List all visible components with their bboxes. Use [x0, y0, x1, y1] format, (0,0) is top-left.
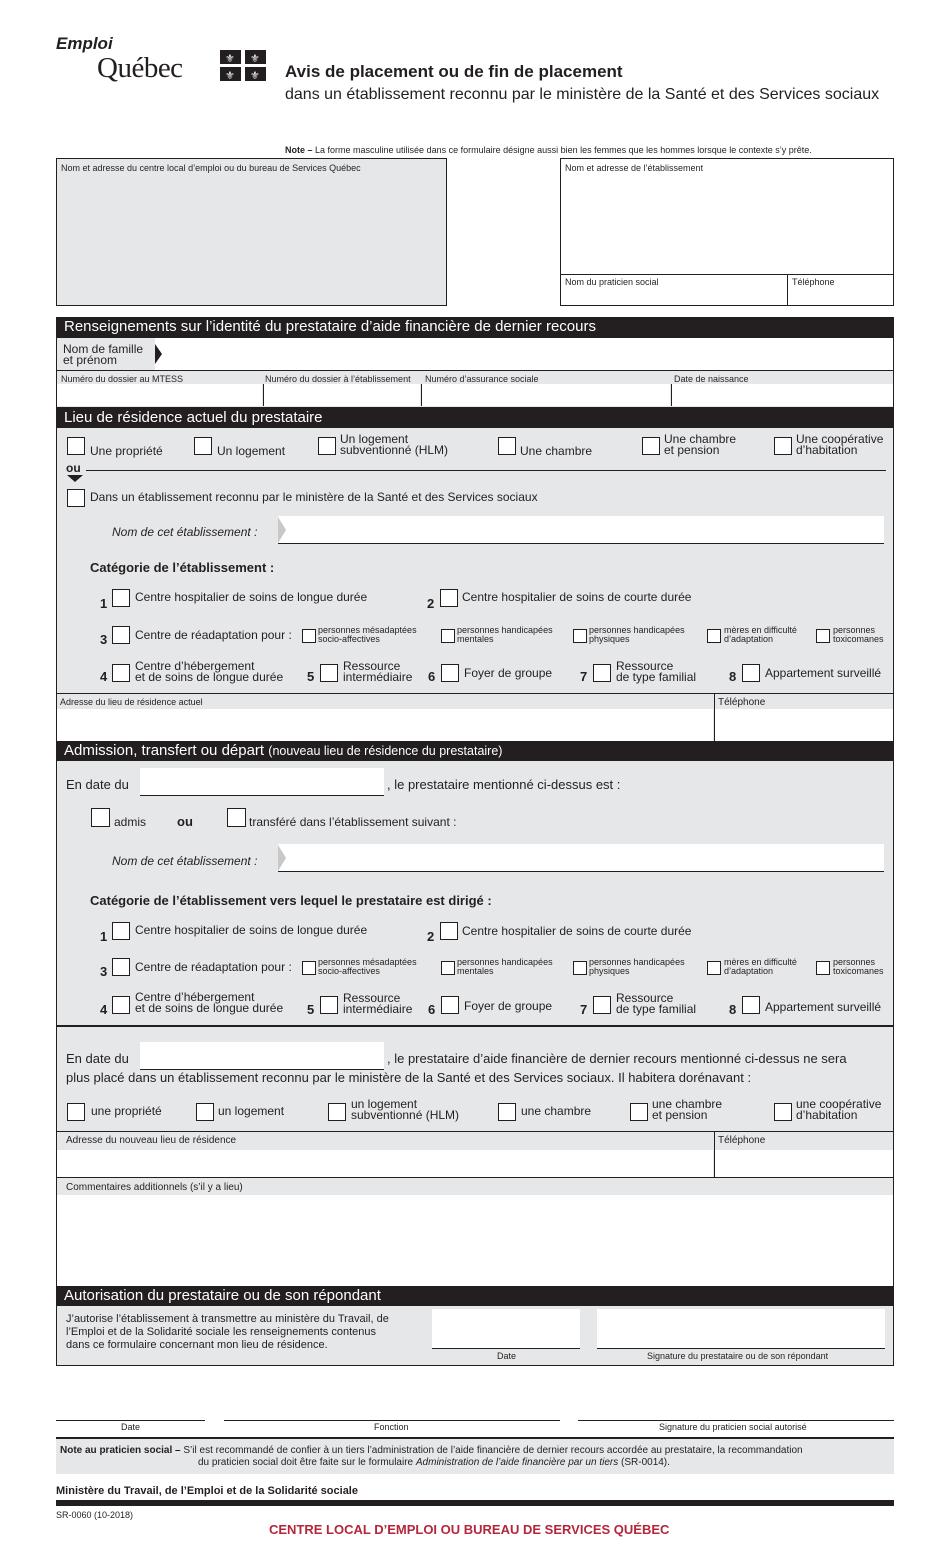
coop-2-checkbox[interactable]	[774, 1103, 792, 1121]
down-arrow-icon	[67, 475, 83, 482]
mesadaptees-checkbox[interactable]	[302, 629, 316, 643]
adresse-actuel-label: Adresse du lieu de résidence actuel	[60, 697, 203, 707]
chambre-checkbox[interactable]	[498, 437, 516, 455]
etab-phone-label: Téléphone	[792, 277, 835, 287]
propriete-2-checkbox[interactable]	[67, 1103, 85, 1121]
nom-etab-2-label: Nom de cet établissement :	[112, 854, 258, 868]
prest-est-label: , le prestataire mentionné ci-dessus est :	[387, 777, 621, 792]
nom-famille-label: Nom de famille et prénom	[63, 342, 144, 367]
nas-input[interactable]	[421, 384, 670, 406]
logo-quebec: Québec	[97, 52, 183, 84]
meres-b-checkbox[interactable]	[707, 961, 721, 975]
cat2-courte-checkbox[interactable]	[440, 589, 458, 607]
cat2b-number: 2	[427, 929, 435, 944]
cat3b-readapt-checkbox[interactable]	[112, 958, 130, 976]
cat5-number: 5	[307, 669, 315, 684]
cat8-number: 8	[729, 669, 737, 684]
praticien-label: Nom du praticien social	[565, 277, 659, 287]
autorise-text: J’autorise l’établissement à transmettre au ministère du Travail, de l’Emploi et de la Solidarité sociale les renseignements contenus dans ce formulaire concernant mon lieu de résidence.	[66, 1313, 389, 1351]
cat1-longue-label: Centre hospitalier de soins de longue durée	[135, 590, 368, 604]
nom-etab-label: Nom de cet établissement :	[112, 525, 258, 539]
cat5b-ri-label: Ressource intermédiaire	[343, 991, 413, 1016]
cat2b-courte-label: Centre hospitalier de soins de courte durée	[462, 924, 692, 938]
adresse-nouveau-phone-label: Téléphone	[718, 1135, 766, 1146]
admis-checkbox[interactable]	[91, 808, 110, 827]
commentaires-label: Commentaires additionnels (s’il y a lieu)	[66, 1182, 243, 1193]
cat2b-courte-checkbox[interactable]	[440, 922, 458, 940]
chambre-pension-2-label: une chambre et pension	[652, 1097, 723, 1122]
logement-2-checkbox[interactable]	[196, 1103, 214, 1121]
hlm-2-checkbox[interactable]	[328, 1103, 346, 1121]
depart-date-input[interactable]	[140, 1042, 384, 1070]
ne-sera-label: , le prestataire d’aide financière de dernier recours mentionné ci-dessus ne sera	[387, 1051, 847, 1066]
toxicomanes-checkbox[interactable]	[816, 629, 830, 643]
cat8-appart-checkbox[interactable]	[742, 664, 760, 682]
cat8b-appart-label: Appartement surveillé	[765, 1000, 882, 1014]
cat5b-number: 5	[307, 1002, 315, 1017]
dossier-mtess-label: Numéro du dossier au MTESS	[61, 374, 184, 384]
adresse-nouveau-phone-input[interactable]	[715, 1150, 893, 1177]
svg-text:⚜: ⚜	[250, 69, 260, 82]
cat1-number: 1	[100, 596, 108, 611]
commentaires-box[interactable]	[56, 1178, 894, 1286]
field-arrow-2-icon	[278, 845, 286, 871]
section-autorisation-header: Autorisation du prestataire ou de son répondant	[56, 1286, 894, 1306]
footer-rule	[56, 1500, 894, 1506]
cat4b-number: 4	[100, 1002, 108, 1017]
cat6-foyer-label: Foyer de groupe	[464, 666, 553, 680]
section-identity-header: Renseignements sur l’identité du prestataire d’aide financière de dernier recours	[56, 317, 894, 338]
fonction-input[interactable]	[224, 1395, 560, 1419]
cat7b-number: 7	[580, 1002, 588, 1017]
cat2-courte-label: Centre hospitalier de soins de courte durée	[462, 590, 692, 604]
cat6-foyer-checkbox[interactable]	[441, 664, 459, 682]
cat7b-rtf-label: Ressource de type familial	[616, 991, 697, 1016]
cat-vers-label: Catégorie de l’établissement vers lequel le prestataire est dirigé :	[90, 893, 492, 908]
note-praticien-box	[56, 1437, 894, 1474]
svg-text:⚜: ⚜	[225, 69, 235, 82]
dans-etab-label: Dans un établissement reconnu par le ministère de la Santé et des Services sociaux	[90, 490, 538, 504]
cat6b-foyer-checkbox[interactable]	[441, 996, 459, 1014]
svg-text:⚜: ⚜	[225, 52, 235, 65]
autorise-date-label: Date	[497, 1351, 517, 1361]
cat7-number: 7	[580, 669, 588, 684]
hlm-2-label: un logement subventionné (HLM)	[351, 1097, 460, 1122]
mesadaptees-b-label: personnes mésadaptées socio-affectives	[318, 957, 417, 976]
cat7b-rtf-checkbox[interactable]	[593, 996, 611, 1014]
chambre-pension-label: Une chambre et pension	[664, 432, 737, 457]
en-date-label: En date du	[66, 777, 129, 792]
name-input[interactable]	[165, 340, 893, 368]
cle-address-box[interactable]	[56, 158, 447, 306]
coop-checkbox[interactable]	[774, 437, 792, 455]
adresse-nouveau-input[interactable]	[57, 1150, 713, 1177]
sig-prat-label: Signature du praticien social autorisé	[659, 1422, 807, 1432]
prat-date-label: Date	[121, 1422, 141, 1432]
handi-physiques-checkbox[interactable]	[573, 629, 587, 643]
cat1b-longue-label: Centre hospitalier de soins de longue durée	[135, 923, 368, 937]
lieu-block	[56, 428, 894, 741]
transfere-checkbox[interactable]	[227, 808, 246, 827]
naissance-input[interactable]	[671, 384, 893, 406]
cat4-heb-label: Centre d’hébergement et de soins de longue durée	[135, 659, 284, 684]
chambre-2-label: une chambre	[521, 1104, 592, 1118]
ou-admis-label: ou	[177, 814, 193, 829]
identity-block	[56, 338, 894, 408]
propriete-checkbox[interactable]	[67, 437, 85, 455]
adresse-actuel-phone-label: Téléphone	[718, 697, 766, 708]
etab-address-label: Nom et adresse de l’établissement	[565, 163, 704, 173]
cat8-appart-label: Appartement surveillé	[765, 666, 882, 680]
form-code: SR-0060 (10-2018)	[56, 1510, 134, 1520]
section-admission-header: Admission, transfert ou départ (nouveau lieu de résidence du prestataire)	[56, 741, 894, 761]
hlm-label: Un logement subventionné (HLM)	[340, 432, 449, 457]
naissance-label: Date de naissance	[674, 374, 749, 384]
chambre-pension-2-checkbox[interactable]	[630, 1103, 648, 1121]
cat6-number: 6	[428, 669, 436, 684]
page-subtitle: dans un établissement reconnu par le ministère de la Santé et des Services sociaux	[285, 86, 880, 103]
cat4b-heb-label: Centre d’hébergement et de soins de longue durée	[135, 990, 284, 1015]
signature-prest-input[interactable]	[597, 1309, 885, 1349]
fleurdelise-flag-icon	[220, 50, 267, 82]
propriete-label: Une propriété	[90, 444, 163, 458]
page-title: Avis de placement ou de fin de placement	[285, 62, 623, 81]
cat4-heb-checkbox[interactable]	[112, 664, 130, 682]
mesadaptees-label: personnes mésadaptées socio-affectives	[318, 625, 417, 644]
cat6b-number: 6	[428, 1002, 436, 1017]
propriete-2-label: une propriété	[91, 1104, 162, 1118]
handi-physiques-b-label: personnes handicapées physiques	[589, 957, 685, 976]
fonction-label: Fonction	[374, 1422, 409, 1432]
adresse-actuel-input[interactable]	[57, 709, 713, 741]
name-arrow-icon	[155, 344, 162, 364]
cat7-rtf-label: Ressource de type familial	[616, 659, 697, 684]
dans-etab-checkbox[interactable]	[67, 489, 85, 507]
handi-physiques-b-checkbox[interactable]	[573, 961, 587, 975]
adresse-nouveau-label: Adresse du nouveau lieu de résidence	[66, 1135, 237, 1146]
toxicomanes-label: personnes toxicomanes	[833, 625, 884, 644]
handi-mentales-b-label: personnes handicapées mentales	[457, 957, 553, 976]
logo-emploi: Emploi	[56, 34, 113, 53]
toxicomanes-b-checkbox[interactable]	[816, 961, 830, 975]
logement-label: Un logement	[217, 444, 286, 458]
dossier-etab-input[interactable]	[263, 384, 420, 406]
note-masculine: Note – La forme masculine utilisée dans ce formulaire désigne aussi bien les femmes que les hommes lorsque le contexte s’y prête.	[285, 145, 812, 155]
coop-label: Une coopérative d’habitation	[796, 432, 884, 457]
nom-etab-input[interactable]	[278, 516, 884, 544]
cat5b-ri-checkbox[interactable]	[320, 996, 338, 1014]
svg-text:⚜: ⚜	[250, 52, 260, 65]
chambre-2-checkbox[interactable]	[498, 1103, 516, 1121]
cat3-readapt-label: Centre de réadaptation pour :	[135, 628, 292, 642]
en-date-2-label: En date du	[66, 1051, 129, 1066]
cat7-rtf-checkbox[interactable]	[593, 664, 611, 682]
signature-prest-label: Signature du prestataire ou de son répondant	[647, 1351, 829, 1361]
autorisation-block	[56, 1306, 894, 1366]
ou-label: ou	[66, 461, 81, 475]
coop-2-label: une coopérative d’habitation	[796, 1097, 882, 1122]
cat3b-readapt-label: Centre de réadaptation pour :	[135, 960, 292, 974]
nom-etab-2-input[interactable]	[278, 844, 884, 872]
cle-address-label: Nom et adresse du centre local d’emploi ou du bureau de Services Québec	[61, 163, 361, 173]
prat-date-input[interactable]	[56, 1395, 205, 1419]
note-prat-line2: du praticien social doit être faite sur le formulaire Administration de l’aide financière par un tiers (SR-0014).	[198, 1457, 670, 1468]
meres-checkbox[interactable]	[707, 629, 721, 643]
cat6b-foyer-label: Foyer de groupe	[464, 999, 553, 1013]
transfere-label: transféré dans l’établissement suivant :	[249, 815, 457, 829]
autorise-date-input[interactable]	[432, 1309, 580, 1349]
handi-physiques-label: personnes handicapées physiques	[589, 625, 685, 644]
cat1b-number: 1	[100, 929, 108, 944]
note-prat-line1: Note au praticien social – S’il est recommandé de confier à un tiers l’administration de l’aide financière de dernier recours accordée au prestataire, la recommandation	[60, 1445, 803, 1456]
cat2-number: 2	[427, 596, 435, 611]
cat3-readapt-checkbox[interactable]	[112, 626, 130, 644]
cat8b-appart-checkbox[interactable]	[742, 996, 760, 1014]
ne-sera-2-label: plus placé dans un établissement reconnu par le ministère de la Santé et des Services sociaux. Il habitera dorénavant :	[66, 1070, 752, 1085]
dossier-etab-label: Numéro du dossier à l’établissement	[265, 374, 411, 384]
hlm-checkbox[interactable]	[318, 437, 336, 455]
cat3-number: 3	[100, 632, 108, 647]
meres-b-label: mères en difficulté d’adaptation	[724, 957, 797, 976]
handi-mentales-b-checkbox[interactable]	[441, 961, 455, 975]
cat-etab-label: Catégorie de l’établissement :	[90, 560, 275, 575]
footer-destination: CENTRE LOCAL D’EMPLOI OU BUREAU DE SERVICES QUÉBEC	[269, 1522, 670, 1537]
cat3b-number: 3	[100, 964, 108, 979]
cat5-ri-checkbox[interactable]	[320, 664, 338, 682]
section-lieu-header: Lieu de résidence actuel du prestataire	[56, 408, 894, 428]
etab-address-box[interactable]	[560, 158, 894, 306]
chambre-label: Une chambre	[520, 444, 593, 458]
ministere-label: Ministère du Travail, de l’Emploi et de la Solidarité sociale	[56, 1485, 358, 1497]
handi-mentales-checkbox[interactable]	[441, 629, 455, 643]
meres-label: mères en difficulté d’adaptation	[724, 625, 797, 644]
admis-label: admis	[114, 815, 147, 829]
field-arrow-icon	[278, 517, 286, 543]
dossier-mtess-input[interactable]	[57, 384, 262, 406]
logement-2-label: un logement	[218, 1104, 285, 1118]
nas-label: Numéro d’assurance sociale	[425, 374, 539, 384]
cat1-longue-checkbox[interactable]	[112, 589, 130, 607]
sig-prat-input[interactable]	[578, 1395, 894, 1419]
toxicomanes-b-label: personnes toxicomanes	[833, 957, 884, 976]
handi-mentales-label: personnes handicapées mentales	[457, 625, 553, 644]
chambre-pension-checkbox[interactable]	[642, 437, 660, 455]
cat4-number: 4	[100, 669, 108, 684]
cat8b-number: 8	[729, 1002, 737, 1017]
admission-date-input[interactable]	[140, 768, 384, 796]
cat1b-longue-checkbox[interactable]	[112, 922, 130, 940]
mesadaptees-b-checkbox[interactable]	[302, 961, 316, 975]
name-label-box	[57, 338, 155, 370]
logement-checkbox[interactable]	[194, 437, 212, 455]
adresse-actuel-phone-input[interactable]	[715, 709, 893, 741]
cat4b-heb-checkbox[interactable]	[112, 996, 130, 1014]
cat5-ri-label: Ressource intermédiaire	[343, 659, 413, 684]
